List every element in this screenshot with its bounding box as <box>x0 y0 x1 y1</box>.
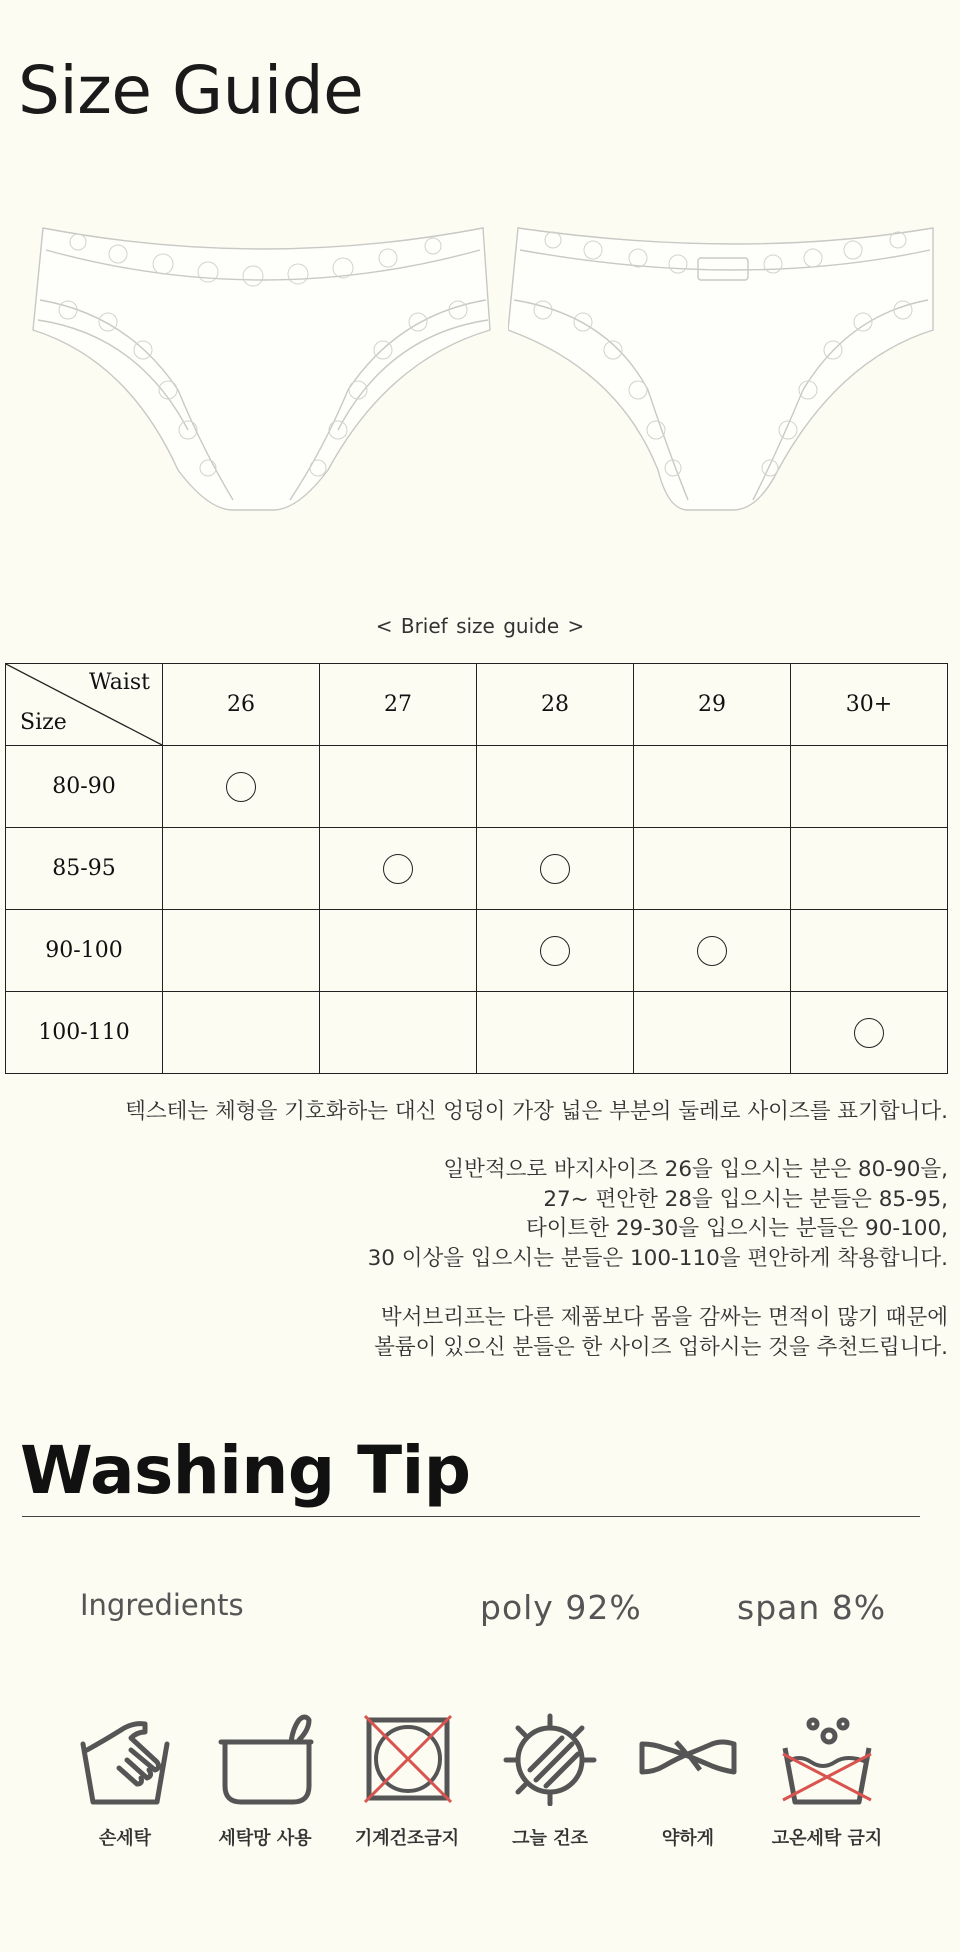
hand-wash-icon <box>75 1710 175 1806</box>
no-hot-wash-icon <box>777 1710 877 1806</box>
shade-dry-icon <box>500 1710 600 1806</box>
table-cell <box>791 992 948 1074</box>
section-divider <box>22 1516 920 1517</box>
fit-mark-circle <box>854 1018 884 1048</box>
care-label: 손세탁 <box>98 1828 152 1849</box>
laundry-net-icon <box>215 1710 315 1806</box>
care-item-hand-wash <box>65 1710 185 1850</box>
table-cell <box>477 828 634 910</box>
size-note-mapping: 일반적으로 바지사이즈 26을 입으시는 분은 80-90을, 27~ 편안한 28을 입으시는 분들은 85-95, 타이트한 29-30을 입으시는 분들은 90-100, 30 이상을 입으시는 분들은 100-110을 편안하게 착용합니다. <box>367 1157 948 1271</box>
table-cell <box>634 828 791 910</box>
care-label: 약하게 <box>661 1828 715 1849</box>
row-label: 100-110 <box>6 992 163 1074</box>
care-item-shade-dry <box>490 1710 610 1850</box>
row-label: 90-100 <box>6 910 163 992</box>
table-cell <box>791 746 948 828</box>
table-cell <box>163 746 320 828</box>
table-cell <box>791 828 948 910</box>
table-cell <box>477 910 634 992</box>
table-cell <box>163 910 320 992</box>
fit-mark-circle <box>383 854 413 884</box>
size-table <box>5 663 948 1074</box>
column-header: 27 <box>320 664 477 746</box>
fit-mark-circle <box>540 936 570 966</box>
table-cell <box>163 992 320 1074</box>
care-item-laundry-net <box>205 1710 325 1850</box>
table-row <box>6 992 948 1074</box>
column-header: 28 <box>477 664 634 746</box>
table-row <box>6 910 948 992</box>
brief-front-illustration <box>28 210 498 520</box>
size-note-recommendation: 박서브리프는 다른 제품보다 몸을 감싸는 면적이 많기 때문에 볼륨이 있으신 분들은 한 사이즈 업하시는 것을 추천드립니다. <box>374 1305 948 1360</box>
table-cell <box>477 746 634 828</box>
column-header: 29 <box>634 664 791 746</box>
corner-label-size: Size <box>20 710 67 735</box>
care-item-gentle-wring <box>628 1710 748 1850</box>
table-cell <box>791 910 948 992</box>
table-cell <box>634 746 791 828</box>
table-cell <box>320 746 477 828</box>
care-label: 세탁망 사용 <box>218 1828 312 1849</box>
care-item-no-hot-wash <box>767 1710 887 1850</box>
no-tumble-dry-icon <box>357 1710 457 1806</box>
fit-mark-circle <box>540 854 570 884</box>
size-note-intro: 텍스테는 체형을 기호화하는 대신 엉덩이 가장 넓은 부분의 둘레로 사이즈를 표기합니다. <box>125 1099 948 1124</box>
gentle-wring-icon <box>638 1710 738 1806</box>
column-header: 30+ <box>791 664 948 746</box>
ingredient-span: span 8% <box>737 1588 887 1627</box>
care-label: 그늘 건조 <box>512 1828 588 1849</box>
table-header-row <box>6 664 948 746</box>
fit-mark-circle <box>697 936 727 966</box>
ingredient-poly: poly 92% <box>480 1588 642 1627</box>
table-corner-cell <box>6 664 163 746</box>
care-label: 기계건조금지 <box>354 1828 460 1849</box>
table-cell <box>320 828 477 910</box>
washing-tip-title: Washing Tip <box>20 1432 471 1509</box>
column-header: 26 <box>163 664 320 746</box>
table-cell <box>477 992 634 1074</box>
corner-label-waist: Waist <box>89 670 150 695</box>
care-label: 고온세탁 금지 <box>771 1828 883 1849</box>
table-cell <box>320 992 477 1074</box>
fit-mark-circle <box>226 772 256 802</box>
page-title: Size Guide <box>18 52 364 129</box>
brief-size-guide-caption: < Brief size guide > <box>375 614 585 638</box>
ingredients-label: Ingredients <box>80 1588 244 1622</box>
table-row <box>6 746 948 828</box>
table-cell <box>163 828 320 910</box>
table-row <box>6 828 948 910</box>
row-label: 85-95 <box>6 828 163 910</box>
table-cell <box>634 910 791 992</box>
table-cell <box>634 992 791 1074</box>
table-cell <box>320 910 477 992</box>
brief-back-illustration <box>508 210 960 520</box>
care-item-no-tumble-dry <box>347 1710 467 1850</box>
row-label: 80-90 <box>6 746 163 828</box>
